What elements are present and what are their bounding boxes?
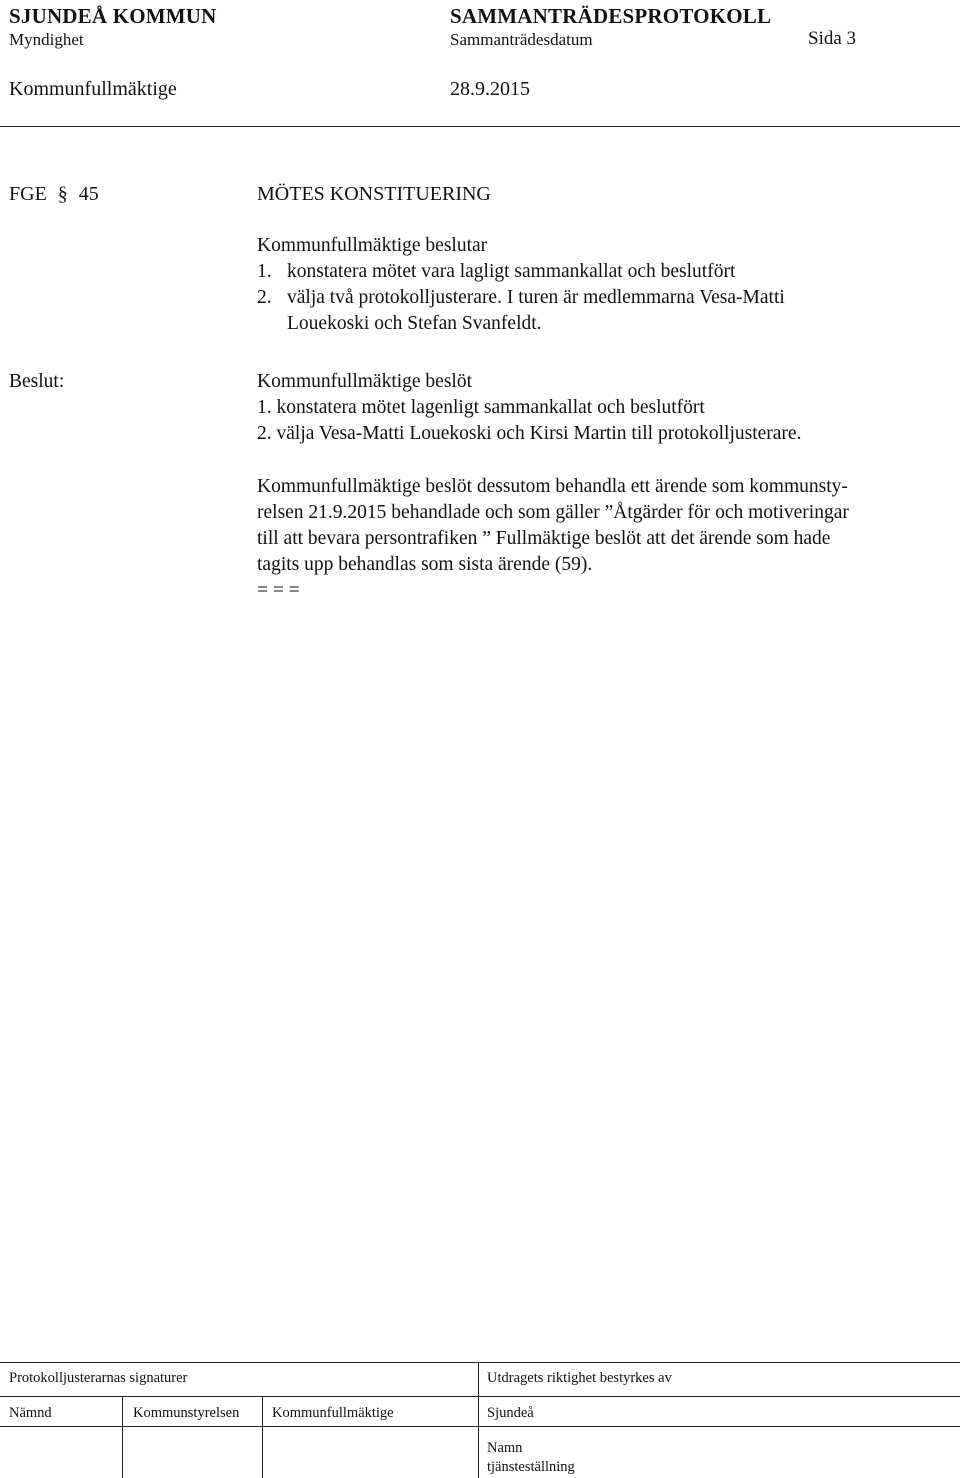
footer-column-separator bbox=[122, 1396, 123, 1478]
proposal-item bbox=[257, 259, 735, 285]
decision-paragraph-line: tagits upp behandlas som sista ärende (59). bbox=[257, 554, 593, 575]
footer-column-separator bbox=[478, 1362, 479, 1478]
header-divider bbox=[0, 126, 960, 127]
column-kommunstyrelsen: Kommunstyrelsen bbox=[133, 1405, 240, 1421]
signatures-label: Protokolljusterarnas signaturer bbox=[9, 1370, 188, 1386]
meeting-date-label: Sammanträdesdatum bbox=[450, 30, 593, 49]
decision-paragraph-line: relsen 21.9.2015 behandlade och som gäller ”Åtgärder för och motiveringar bbox=[257, 502, 849, 523]
item-number: 2. bbox=[257, 287, 272, 308]
place-name: Sjundeå bbox=[487, 1405, 534, 1421]
decision-paragraph-line: Kommunfullmäktige beslöt dessutom behandla ett ärende som kommunsty- bbox=[257, 476, 848, 497]
section-id bbox=[9, 183, 99, 206]
footer-top-divider bbox=[0, 1362, 960, 1363]
decision-intro: Kommunfullmäktige beslöt bbox=[257, 371, 473, 392]
page-number: 3 bbox=[846, 28, 857, 49]
proposal-item-continuation: Louekoski och Stefan Svanfeldt. bbox=[287, 313, 542, 334]
decision-paragraph-line: till att bevara persontrafiken ” Fullmäktige beslöt att det ärende som hade bbox=[257, 528, 831, 549]
page-indicator bbox=[808, 28, 856, 50]
meeting-date: 28.9.2015 bbox=[450, 78, 530, 100]
item-number: 1. bbox=[257, 261, 272, 282]
section-number: 45 bbox=[78, 183, 99, 205]
authority-label: Myndighet bbox=[9, 30, 84, 49]
end-marker: = = = bbox=[257, 580, 300, 601]
column-kommunfullmaktige: Kommunfullmäktige bbox=[272, 1405, 394, 1421]
decision-item: 1. konstatera mötet lagenligt sammankallat och beslutfört bbox=[257, 397, 705, 418]
paragraph-sign: § bbox=[57, 183, 68, 205]
proposal-item bbox=[257, 285, 785, 311]
municipality-name: SJUNDEÅ KOMMUN bbox=[9, 4, 217, 28]
section-code: FGE bbox=[9, 183, 47, 205]
decision-label: Beslut: bbox=[9, 371, 65, 392]
section-title: MÖTES KONSTITUERING bbox=[257, 183, 491, 205]
footer-column-separator bbox=[262, 1396, 263, 1478]
proposal-intro: Kommunfullmäktige beslutar bbox=[257, 235, 488, 256]
page-label: Sida bbox=[808, 28, 842, 49]
verified-label: Utdragets riktighet bestyrkes av bbox=[487, 1370, 672, 1386]
authority-name: Kommunfullmäktige bbox=[9, 78, 177, 100]
position-label: tjänsteställning bbox=[487, 1459, 575, 1475]
footer-row-divider bbox=[0, 1426, 960, 1427]
item-text: välja två protokolljusterare. I turen är medlemmarna Vesa-Matti bbox=[287, 287, 785, 308]
document-type: SAMMANTRÄDESPROTOKOLL bbox=[450, 4, 772, 28]
decision-item: 2. välja Vesa-Matti Louekoski och Kirsi Martin till protokolljusterare. bbox=[257, 423, 802, 444]
name-label: Namn bbox=[487, 1440, 523, 1456]
footer-mid-divider bbox=[0, 1396, 960, 1397]
item-text: konstatera mötet vara lagligt sammankallat och beslutfört bbox=[287, 261, 736, 282]
column-namnd: Nämnd bbox=[9, 1405, 52, 1421]
